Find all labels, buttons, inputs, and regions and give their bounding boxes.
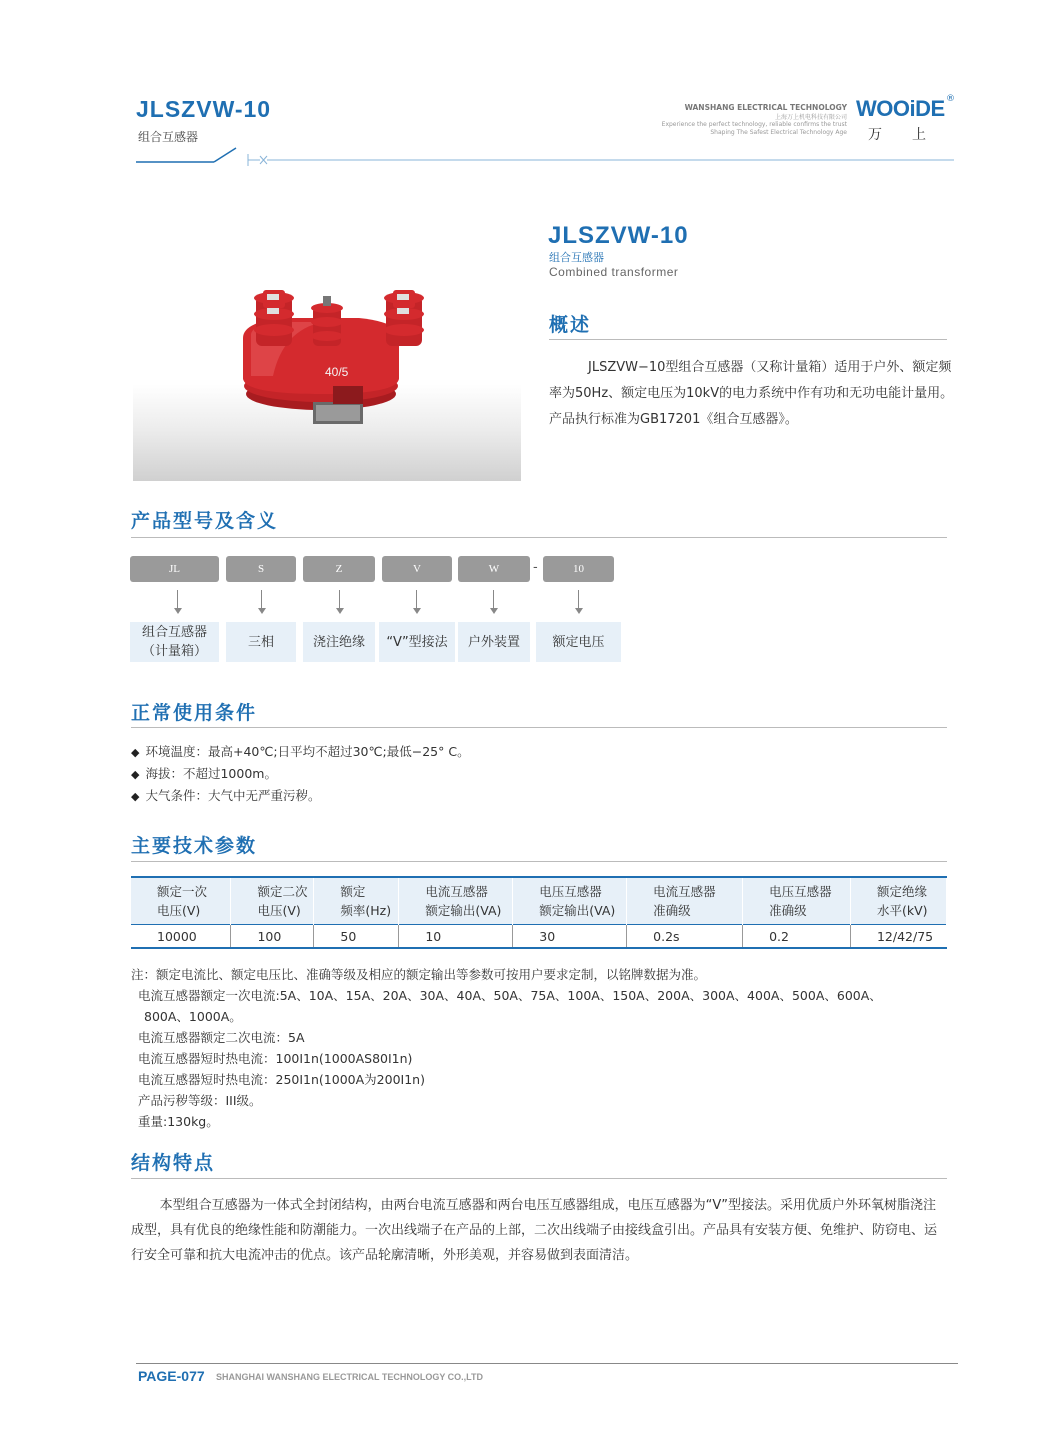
- specs-divider: [131, 861, 947, 862]
- meaning-jl-line2: （计量箱）: [141, 644, 207, 659]
- spec-cell: 100: [231, 925, 314, 949]
- arrow-z: [336, 590, 344, 614]
- spec-cell: 10000: [131, 925, 231, 949]
- meaning-z: 浇注绝缘: [312, 634, 365, 650]
- spec-cell: 50: [314, 925, 399, 949]
- structure-text: 本型组合互感器为一体式全封闭结构，由两台电流互感器和两台电压互感器组成，电压互感器为“V”型接法。采用优质户外环氧树脂浇注成型，具有优良的绝缘性能和防潮能力。一次出线端子在产品的上部，二次出线端子由接线盒引出。产品具有安装方便、免维护、防窃电、运行安全可靠和抗大电流冲击的优点。该产品轮廓清晰，外形美观，并容易做到表面清洁。: [131, 1198, 938, 1263]
- note-line: 注：额定电流比、额定电压比、准确等级及相应的额定输出等参数可按用户要求定制，以铭牌数据为准。: [131, 967, 707, 982]
- footer-company: SHANGHAI WANSHANG ELECTRICAL TECHNOLOGY CO.,LTD: [216, 1372, 484, 1382]
- overview-divider: [549, 339, 947, 340]
- spec-table: [131, 876, 947, 949]
- note-line: 电流互感器短时热电流：100I1n(1000AS80I1n): [138, 1051, 413, 1066]
- note-line: 电流互感器额定一次电流:5A、10A、15A、20A、30A、40A、50A、75A、100A、150A、200A、300A、400A、500A、600A、: [138, 988, 882, 1003]
- code-dash: -: [533, 560, 538, 575]
- spec-cell: 0.2: [743, 925, 851, 949]
- condition-item: ◆ 环境温度：最高+40℃;日平均不超过30℃;最低−25° C。: [131, 744, 470, 759]
- note-line: 产品污秽等级：III级。: [138, 1093, 262, 1108]
- condition-item: ◆ 大气条件：大气中无严重污秽。: [131, 788, 321, 803]
- spec-header-cell: 额定二次 电压(V): [231, 877, 314, 925]
- note-line: 电流互感器额定二次电流：5A: [138, 1030, 305, 1045]
- conditions-heading: 正常使用条件: [131, 702, 258, 724]
- structure-heading: 结构特点: [131, 1152, 216, 1174]
- bullet-icon: ◆: [131, 768, 140, 781]
- spec-header-cell: 电压互感器 准确级: [743, 877, 851, 925]
- meaning-w: 户外装置: [467, 634, 520, 650]
- overview-text: JLSZVW−10型组合互感器（又称计量箱）适用于户外、额定频率为50Hz、额定电压为10kV的电力系统中作有功和无功电能计量用。产品执行标准为GB17201《组合互感器》。: [549, 360, 954, 427]
- spec-header-cell: 额定一次 电压(V): [131, 877, 231, 925]
- header-rule: [136, 142, 956, 170]
- code-box-s: S: [226, 556, 296, 582]
- note-line: 电流互感器短时热电流：250I1n(1000A为200I1n): [138, 1072, 425, 1087]
- model-divider: [131, 537, 947, 538]
- arrow-jl: [174, 590, 182, 614]
- spec-header-cell: 电流互感器 额定输出(VA): [399, 877, 513, 925]
- spec-cell: 12/42/75: [876, 928, 934, 944]
- spec-header-cell: 额定绝缘 水平(kV): [850, 877, 946, 925]
- notes-block: [131, 964, 951, 1132]
- spec-header-row: [131, 877, 947, 925]
- meaning-s: 三相: [247, 634, 274, 650]
- specs-heading: 主要技术参数: [131, 835, 258, 857]
- header-subtitle: 组合互感器: [138, 130, 199, 144]
- product-name-en: Combined transformer: [549, 265, 679, 279]
- structure-divider: [131, 1178, 947, 1179]
- meaning-jl-line1: 组合互感器: [141, 625, 207, 640]
- meaning-v: “V”型接法: [386, 634, 448, 650]
- photo-label: 40/5: [325, 365, 349, 379]
- meaning-10: 额定电压: [552, 634, 605, 650]
- brand-chinese: 上海万上机电科技有限公司: [774, 114, 847, 121]
- header-title: JLSZVW-10: [136, 96, 272, 122]
- bullet-icon: ◆: [131, 790, 140, 803]
- code-box-jl: JL: [130, 556, 219, 582]
- meaning-box-z: [303, 622, 375, 662]
- arrow-w: [490, 590, 498, 614]
- meaning-box-10: [536, 622, 621, 662]
- registered-mark: ®: [946, 94, 955, 104]
- spec-cell: 30: [513, 925, 627, 949]
- code-box-10: 10: [543, 556, 614, 582]
- spec-header-cell: 电流互感器 准确级: [627, 877, 743, 925]
- footer-divider: [136, 1363, 958, 1364]
- overview-heading: 概述: [549, 314, 592, 336]
- model-heading: 产品型号及含义: [131, 510, 279, 532]
- meaning-box-w: [458, 622, 530, 662]
- spec-header-cell: 电压互感器 额定输出(VA): [513, 877, 627, 925]
- brand-english: WANSHANG ELECTRICAL TECHNOLOGY: [684, 103, 847, 112]
- page-number: PAGE-077: [138, 1368, 205, 1384]
- spec-cell: 0.2s: [627, 925, 743, 949]
- meaning-box-jl: [130, 622, 219, 662]
- brand-tagline-2: Shaping The Safest Electrical Technology Age: [710, 129, 847, 136]
- condition-item: ◆ 海拔：不超过1000m。: [131, 766, 277, 781]
- arrow-v: [413, 590, 421, 614]
- code-box-z: Z: [303, 556, 375, 582]
- meaning-box-v: [379, 622, 455, 662]
- code-box-v: V: [382, 556, 452, 582]
- bullet-icon: ◆: [131, 746, 140, 759]
- brand-logo: WOOiDE: [856, 96, 945, 121]
- brand-tagline-1: Experience the perfect technology, reliable confirms the trust: [661, 121, 847, 128]
- product-photo: [133, 226, 521, 481]
- arrow-s: [258, 590, 266, 614]
- conditions-divider: [131, 727, 947, 728]
- transformer-illustration: [133, 226, 521, 481]
- note-line: 800A、1000A。: [144, 1009, 242, 1024]
- note-line: 重量:130kg。: [138, 1114, 219, 1129]
- code-box-w: W: [458, 556, 530, 582]
- meaning-box-s: [226, 622, 296, 662]
- brand-logo-chinese: 万上: [868, 127, 956, 143]
- product-name-cn: 组合互感器: [549, 251, 604, 264]
- spec-header-cell: 额定 频率(Hz): [314, 877, 399, 925]
- arrow-10: [575, 590, 583, 614]
- product-title: JLSZVW-10: [548, 222, 689, 249]
- table-row: [131, 925, 947, 949]
- spec-cell: 10: [399, 925, 513, 949]
